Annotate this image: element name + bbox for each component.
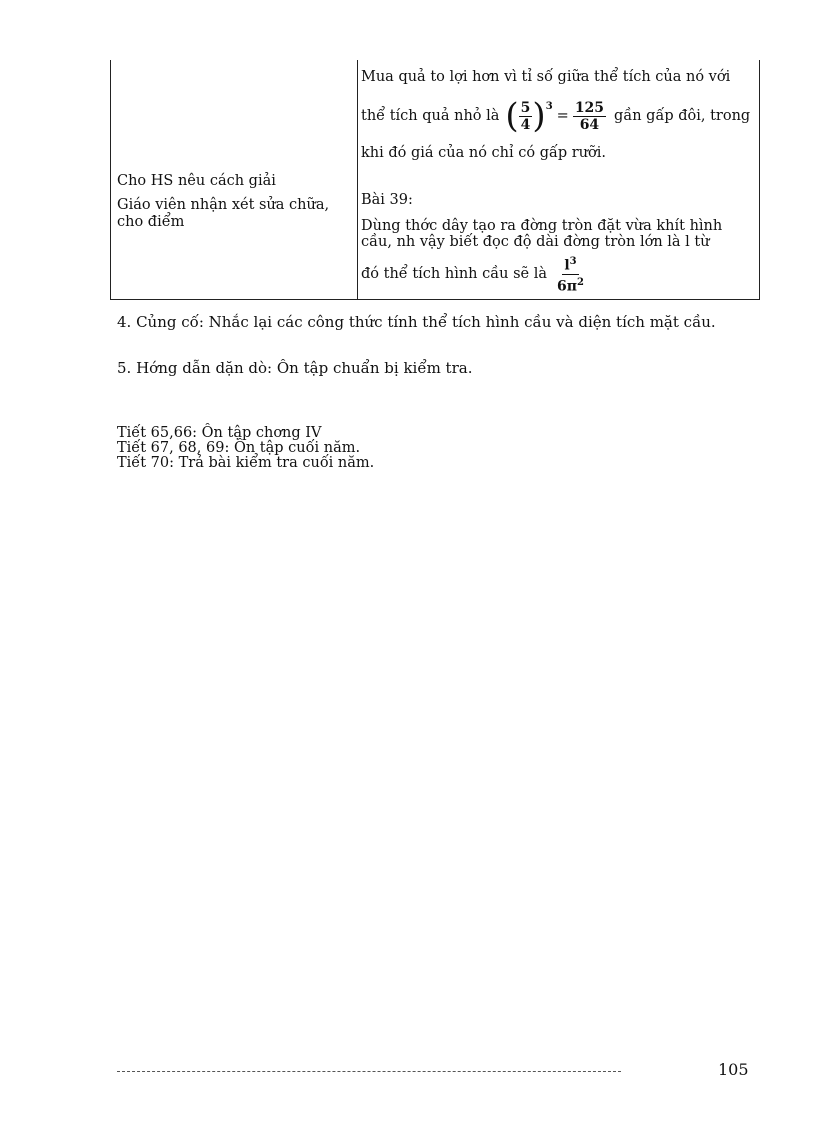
fraction-5-over-4 <box>519 100 533 133</box>
bai39-line-3 <box>361 254 586 294</box>
frac1-numerator: 5 <box>520 99 531 116</box>
frac2-denominator: 64 <box>579 116 600 133</box>
left-col-line-1: Cho HS nêu cách giải <box>117 173 276 189</box>
p1-line2-before: thể tích quả nhỏ là <box>361 108 500 124</box>
left-col-line-2: Giáo viên nhận xét sửa chữa, <box>117 197 330 213</box>
bai39-title: Bài 39: <box>361 192 413 208</box>
equals-sign: = <box>556 108 569 124</box>
table-column-divider <box>357 60 358 299</box>
bai39-line-1: Dùng thớc dây tạo ra đờng tròn đặt vừa khít hình <box>361 218 723 234</box>
section-5-homework: 5. Hớng dẫn dặn dò: Ôn tập chuẩn bị kiểm tra. <box>117 359 473 377</box>
right-col-p1-line-3: khi đó giá của nó chỉ có gấp rưỡi. <box>361 145 607 161</box>
left-col-line-3: cho điểm <box>117 214 185 230</box>
schedule-item: Tiết 65,66: Ôn tập chơng IV <box>117 425 322 441</box>
schedule-item: Tiết 70: Trả bài kiểm tra cuối năm. <box>117 455 375 471</box>
schedule-list <box>117 426 374 471</box>
p1-line2-after: gần gấp đôi, trong <box>614 108 751 124</box>
frac2-numerator: 125 <box>574 99 605 116</box>
right-col-p1-line-2: thể tích quả nhỏ là ( $\frac{5}{4}$ ) 3 = $\frac{125}{64}$ gần gấp đôi, trong <box>361 96 751 136</box>
section-4-consolidation: 4. Củng cố: Nhắc lại các công thức tính thể tích hình cầu và diện tích mặt cầu. <box>117 313 716 331</box>
right-col-p1-line-1: Mua quả to lợi hơn vì tỉ số giữa thể tích của nó với <box>361 69 731 85</box>
frac1-exponent: 3 <box>545 101 553 112</box>
frac1-denominator: 4 <box>520 116 531 133</box>
page-number: 105 <box>718 1060 749 1079</box>
frac3-denominator: $6\pi^2$ <box>556 276 584 295</box>
frac3-numerator: $l^3$ <box>564 255 577 274</box>
lesson-table <box>110 60 760 300</box>
schedule-item: Tiết 67, 68, 69: Ôn tập cuối năm. <box>117 440 361 456</box>
footer-separator <box>117 1071 621 1072</box>
bai39-line3-before: đó thể tích hình cầu sẽ là <box>361 266 547 282</box>
fraction-125-over-64 <box>573 100 606 133</box>
fraction-l3-over-6pi2 <box>555 254 586 294</box>
bai39-line-2: cầu, nh vậy biết đọc độ dài đờng tròn lớn là l từ <box>361 234 710 250</box>
